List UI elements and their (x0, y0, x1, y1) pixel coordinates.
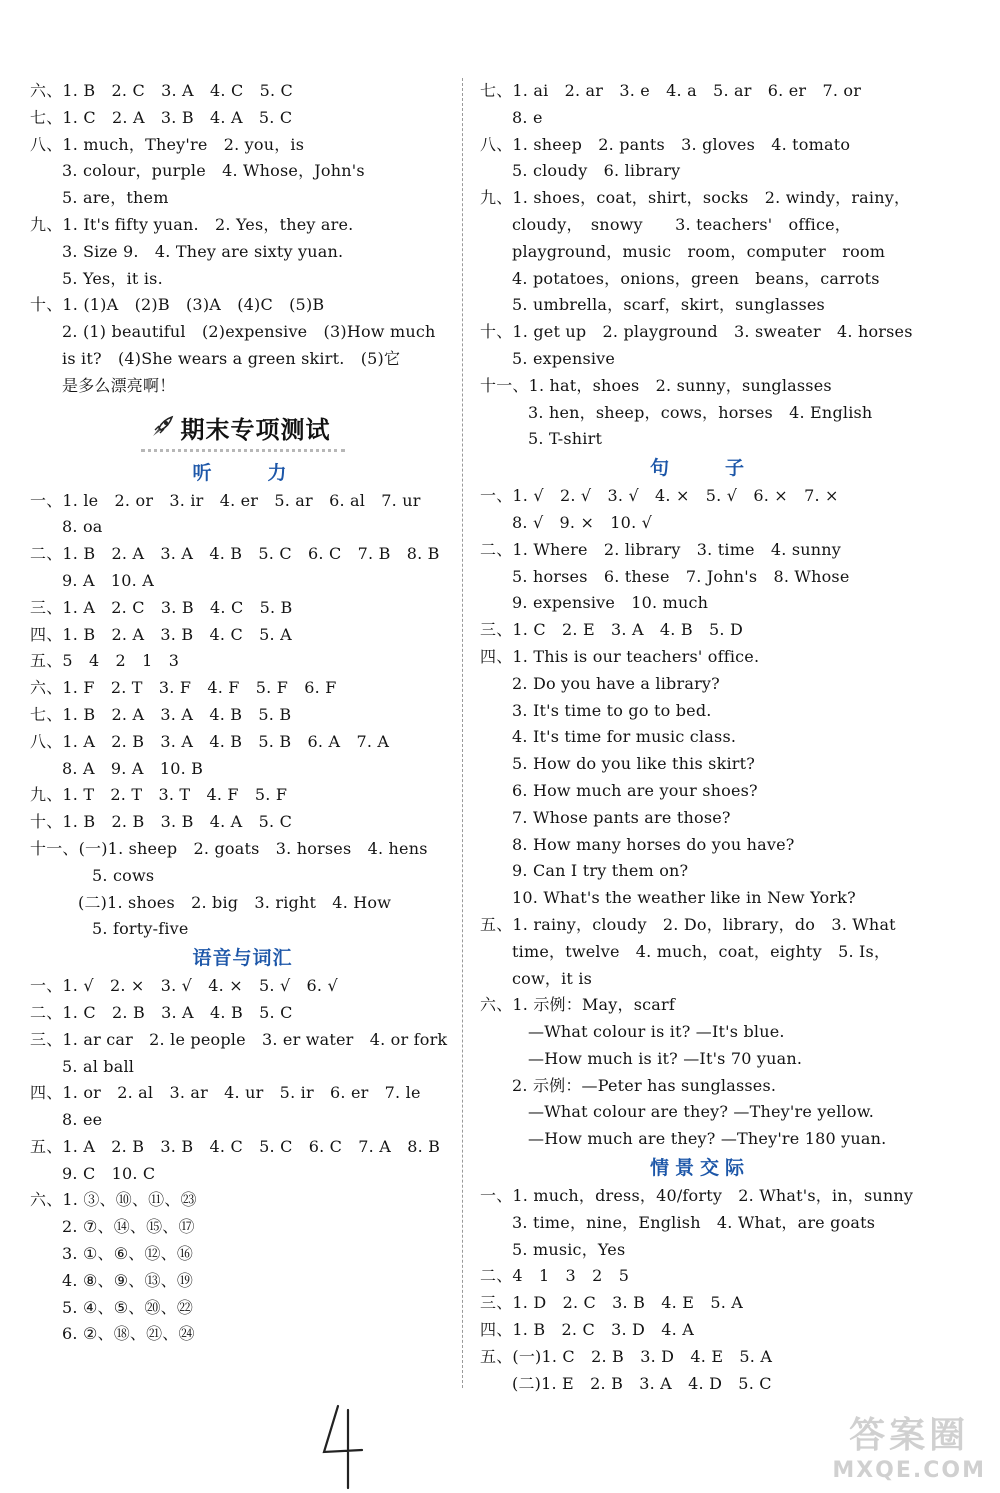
answer-line: 一、1. le 2. or 3. ir 4. er 5. ar 6. al 7. ur (30, 490, 421, 510)
answer-line: 8. oa (62, 517, 103, 537)
answer-line: 2. (1) beautiful (2)expensive (3)How much (62, 322, 436, 342)
answer-line: 2. ⑦、⑭、⑮、⑰ (62, 1217, 195, 1237)
section-heading-sentences: 句 子 (649, 457, 750, 480)
answer-line: 三、1. D 2. C 3. B 4. E 5. A (480, 1293, 744, 1313)
answer-line: 八、1. much，They're 2. you，is (30, 134, 305, 154)
section-heading-listening: 听 力 (192, 461, 293, 484)
answer-line: —What colour is it? —It's blue. (528, 1022, 785, 1042)
answer-line: 10. What's the weather like in New York? (512, 888, 856, 908)
answer-line: cow，it is (512, 968, 593, 988)
answer-line: 8. e (512, 107, 543, 127)
answer-line: 七、1. B 2. A 3. A 4. B 5. B (30, 704, 292, 724)
answer-line: 3. colour，purple 4. Whose，John's (62, 161, 365, 181)
answer-line: —How much are they? —They're 180 yuan. (528, 1129, 887, 1149)
answer-line: 5. cloudy 6. library (512, 161, 681, 181)
answer-line: 7. Whose pants are those? (512, 807, 731, 827)
answer-line: 5. cows (92, 865, 155, 885)
answer-line: 二、1. C 2. B 3. A 4. B 5. C (30, 1002, 293, 1022)
answer-line: 5. Yes，it is. (62, 268, 163, 288)
watermark-url: MXQE.COM (832, 1458, 986, 1483)
answer-line: 8. √ 9. × 10. √ (512, 512, 653, 532)
answer-line: 九、1. T 2. T 3. T 4. F 5. F (30, 785, 288, 805)
answer-line: 十一、(一)1. sheep 2. goats 3. horses 4. hens (30, 838, 428, 858)
answer-line: 七、1. ai 2. ar 3. e 4. a 5. ar 6. er 7. or (480, 81, 862, 100)
answer-line: 二、1. Where 2. library 3. time 4. sunny (480, 539, 842, 559)
answer-line: 8. How many horses do you have? (512, 834, 795, 854)
left-column (30, 78, 455, 1348)
answer-line: 十、1. get up 2. playground 3. sweater 4. horses (480, 322, 913, 342)
answer-line: 9. expensive 10. much (512, 593, 709, 613)
answer-line: 八、1. A 2. B 3. A 4. B 5. B 6. A 7. A (30, 731, 390, 751)
answer-line: cloudy， snowy 3. teachers' office， (512, 214, 851, 234)
watermark-logo: 答案圈 (849, 1415, 970, 1456)
handwritten-page-mark (318, 1400, 368, 1490)
answer-line: 9. A 10. A (62, 570, 154, 590)
answer-line: 四、1. B 2. A 3. B 4. C 5. A (30, 624, 292, 644)
section-heading-phonics: 语音与词汇 (192, 947, 293, 970)
answer-line: 5. T-shirt (528, 429, 603, 449)
answer-line: 一、1. √ 2. √ 3. √ 4. × 5. √ 6. × 7. × (480, 486, 839, 506)
answer-line: 九、1. shoes，coat，shirt，socks 2. windy，rainy， (480, 188, 911, 208)
answer-line: 3. Size 9. 4. They are sixty yuan. (62, 241, 344, 261)
section-banner (30, 400, 455, 458)
answer-line: 六、1. F 2. T 3. F 4. F 5. F 6. F (30, 678, 337, 698)
answer-line: 八、1. sheep 2. pants 3. gloves 4. tomato (480, 134, 851, 154)
answer-line: 一、1. much，dress，40/forty 2. What's，in，sunny (480, 1186, 914, 1206)
answer-line: 2. 示例：—Peter has sunglasses. (512, 1075, 777, 1095)
answer-line: 十、1. (1)A (2)B (3)A (4)C (5)B (30, 295, 325, 315)
answer-line: 五、(一)1. C 2. B 3. D 4. E 5. A (480, 1346, 773, 1366)
rocket-icon (149, 414, 175, 440)
answer-line: —How much is it? —It's 70 yuan. (528, 1048, 803, 1068)
answer-line: 4. It's time for music class. (512, 727, 737, 747)
column-divider (462, 78, 463, 1388)
answer-line: 是多么漂亮啊！ (62, 375, 176, 395)
answer-line: 九、1. It's fifty yuan. 2. Yes，they are. (30, 214, 354, 234)
section-heading-situation: 情景交际 (649, 1157, 750, 1180)
answer-line: 四、1. or 2. al 3. ar 4. ur 5. ir 6. er 7. le (30, 1083, 421, 1103)
answer-line: 三、1. A 2. C 3. B 4. C 5. B (30, 597, 293, 617)
answer-line: 十、1. B 2. B 3. B 4. A 5. C (30, 812, 293, 832)
answer-line: 四、1. This is our teachers' office. (480, 646, 760, 666)
answer-line: 3. ①、⑥、⑫、⑯ (62, 1244, 194, 1264)
answer-line: 4. potatoes，onions，green beans，carrots (512, 268, 880, 288)
answer-line: 三、1. C 2. E 3. A 4. B 5. D (480, 620, 744, 640)
answer-line: (二)1. shoes 2. big 3. right 4. How (78, 892, 392, 912)
answer-line: 四、1. B 2. C 3. D 4. A (480, 1320, 694, 1340)
answer-line: 二、4 1 3 2 5 (480, 1266, 630, 1286)
answer-line: playground，music room，computer room (512, 241, 886, 261)
answer-line: 六、1. B 2. C 3. A 4. C 5. C (30, 81, 293, 100)
answer-line: 5. al ball (62, 1056, 135, 1076)
answer-line: 五、5 4 2 1 3 (30, 651, 180, 671)
answer-line: 六、1. 示例：May，scarf (480, 995, 675, 1015)
answer-line: 3. hen，sheep，cows，horses 4. English (528, 402, 873, 422)
answer-line: (二)1. E 2. B 3. A 4. D 5. C (512, 1373, 772, 1393)
answer-line: 8. ee (62, 1110, 103, 1130)
answer-line: 5. ④、⑤、⑳、㉒ (62, 1297, 194, 1317)
answer-line: 5. music，Yes (512, 1239, 626, 1259)
answer-line: 3. time，nine，English 4. What，are goats (512, 1212, 876, 1232)
site-watermark (832, 1407, 986, 1483)
answer-line: —What colour are they? —They're yellow. (528, 1102, 874, 1122)
answer-line: 5. How do you like this skirt? (512, 754, 756, 774)
answer-line: 十一、1. hat，shoes 2. sunny，sunglasses (480, 375, 832, 395)
answer-line: is it? (4)She wears a green skirt. (5)它 (62, 348, 401, 368)
answer-line: 5. umbrella，scarf，skirt，sunglasses (512, 295, 825, 315)
answer-line: 5. are，them (62, 188, 169, 208)
right-column (480, 78, 920, 1397)
answer-line: 七、1. C 2. A 3. B 4. A 5. C (30, 107, 293, 127)
answer-line: 6. ②、⑱、㉑、㉔ (62, 1324, 195, 1344)
answer-line: 二、1. B 2. A 3. A 4. B 5. C 6. C 7. B 8. B (30, 544, 440, 564)
answer-line: 8. A 9. A 10. B (62, 758, 204, 778)
answer-line: 五、1. A 2. B 3. B 4. C 5. C 6. C 7. A 8. B (30, 1136, 441, 1156)
answer-line: 3. It's time to go to bed. (512, 700, 712, 720)
answer-line: 5. expensive (512, 348, 616, 368)
answer-line: 三、1. ar car 2. le people 3. er water 4. or fork (30, 1029, 448, 1049)
answer-line: 4. ⑧、⑨、⑬、⑲ (62, 1270, 194, 1290)
answer-line: time，twelve 4. much，coat，eighty 5. Is， (512, 941, 891, 961)
answer-line: 5. forty-five (92, 919, 189, 939)
banner-title: 期末专项测试 (180, 415, 331, 444)
answer-line: 9. C 10. C (62, 1163, 156, 1183)
answer-line: 2. Do you have a library? (512, 673, 720, 693)
answer-line: 5. horses 6. these 7. John's 8. Whose (512, 566, 850, 586)
answer-line: 六、1. ③、⑩、⑪、㉓ (30, 1190, 197, 1210)
answer-line: 一、1. √ 2. × 3. √ 4. × 5. √ 6. √ (30, 976, 338, 996)
answer-line: 9. Can I try them on? (512, 861, 689, 881)
answer-line: 五、1. rainy，cloudy 2. Do，library，do 3. What (480, 914, 896, 934)
answer-line: 6. How much are your shoes? (512, 780, 758, 800)
